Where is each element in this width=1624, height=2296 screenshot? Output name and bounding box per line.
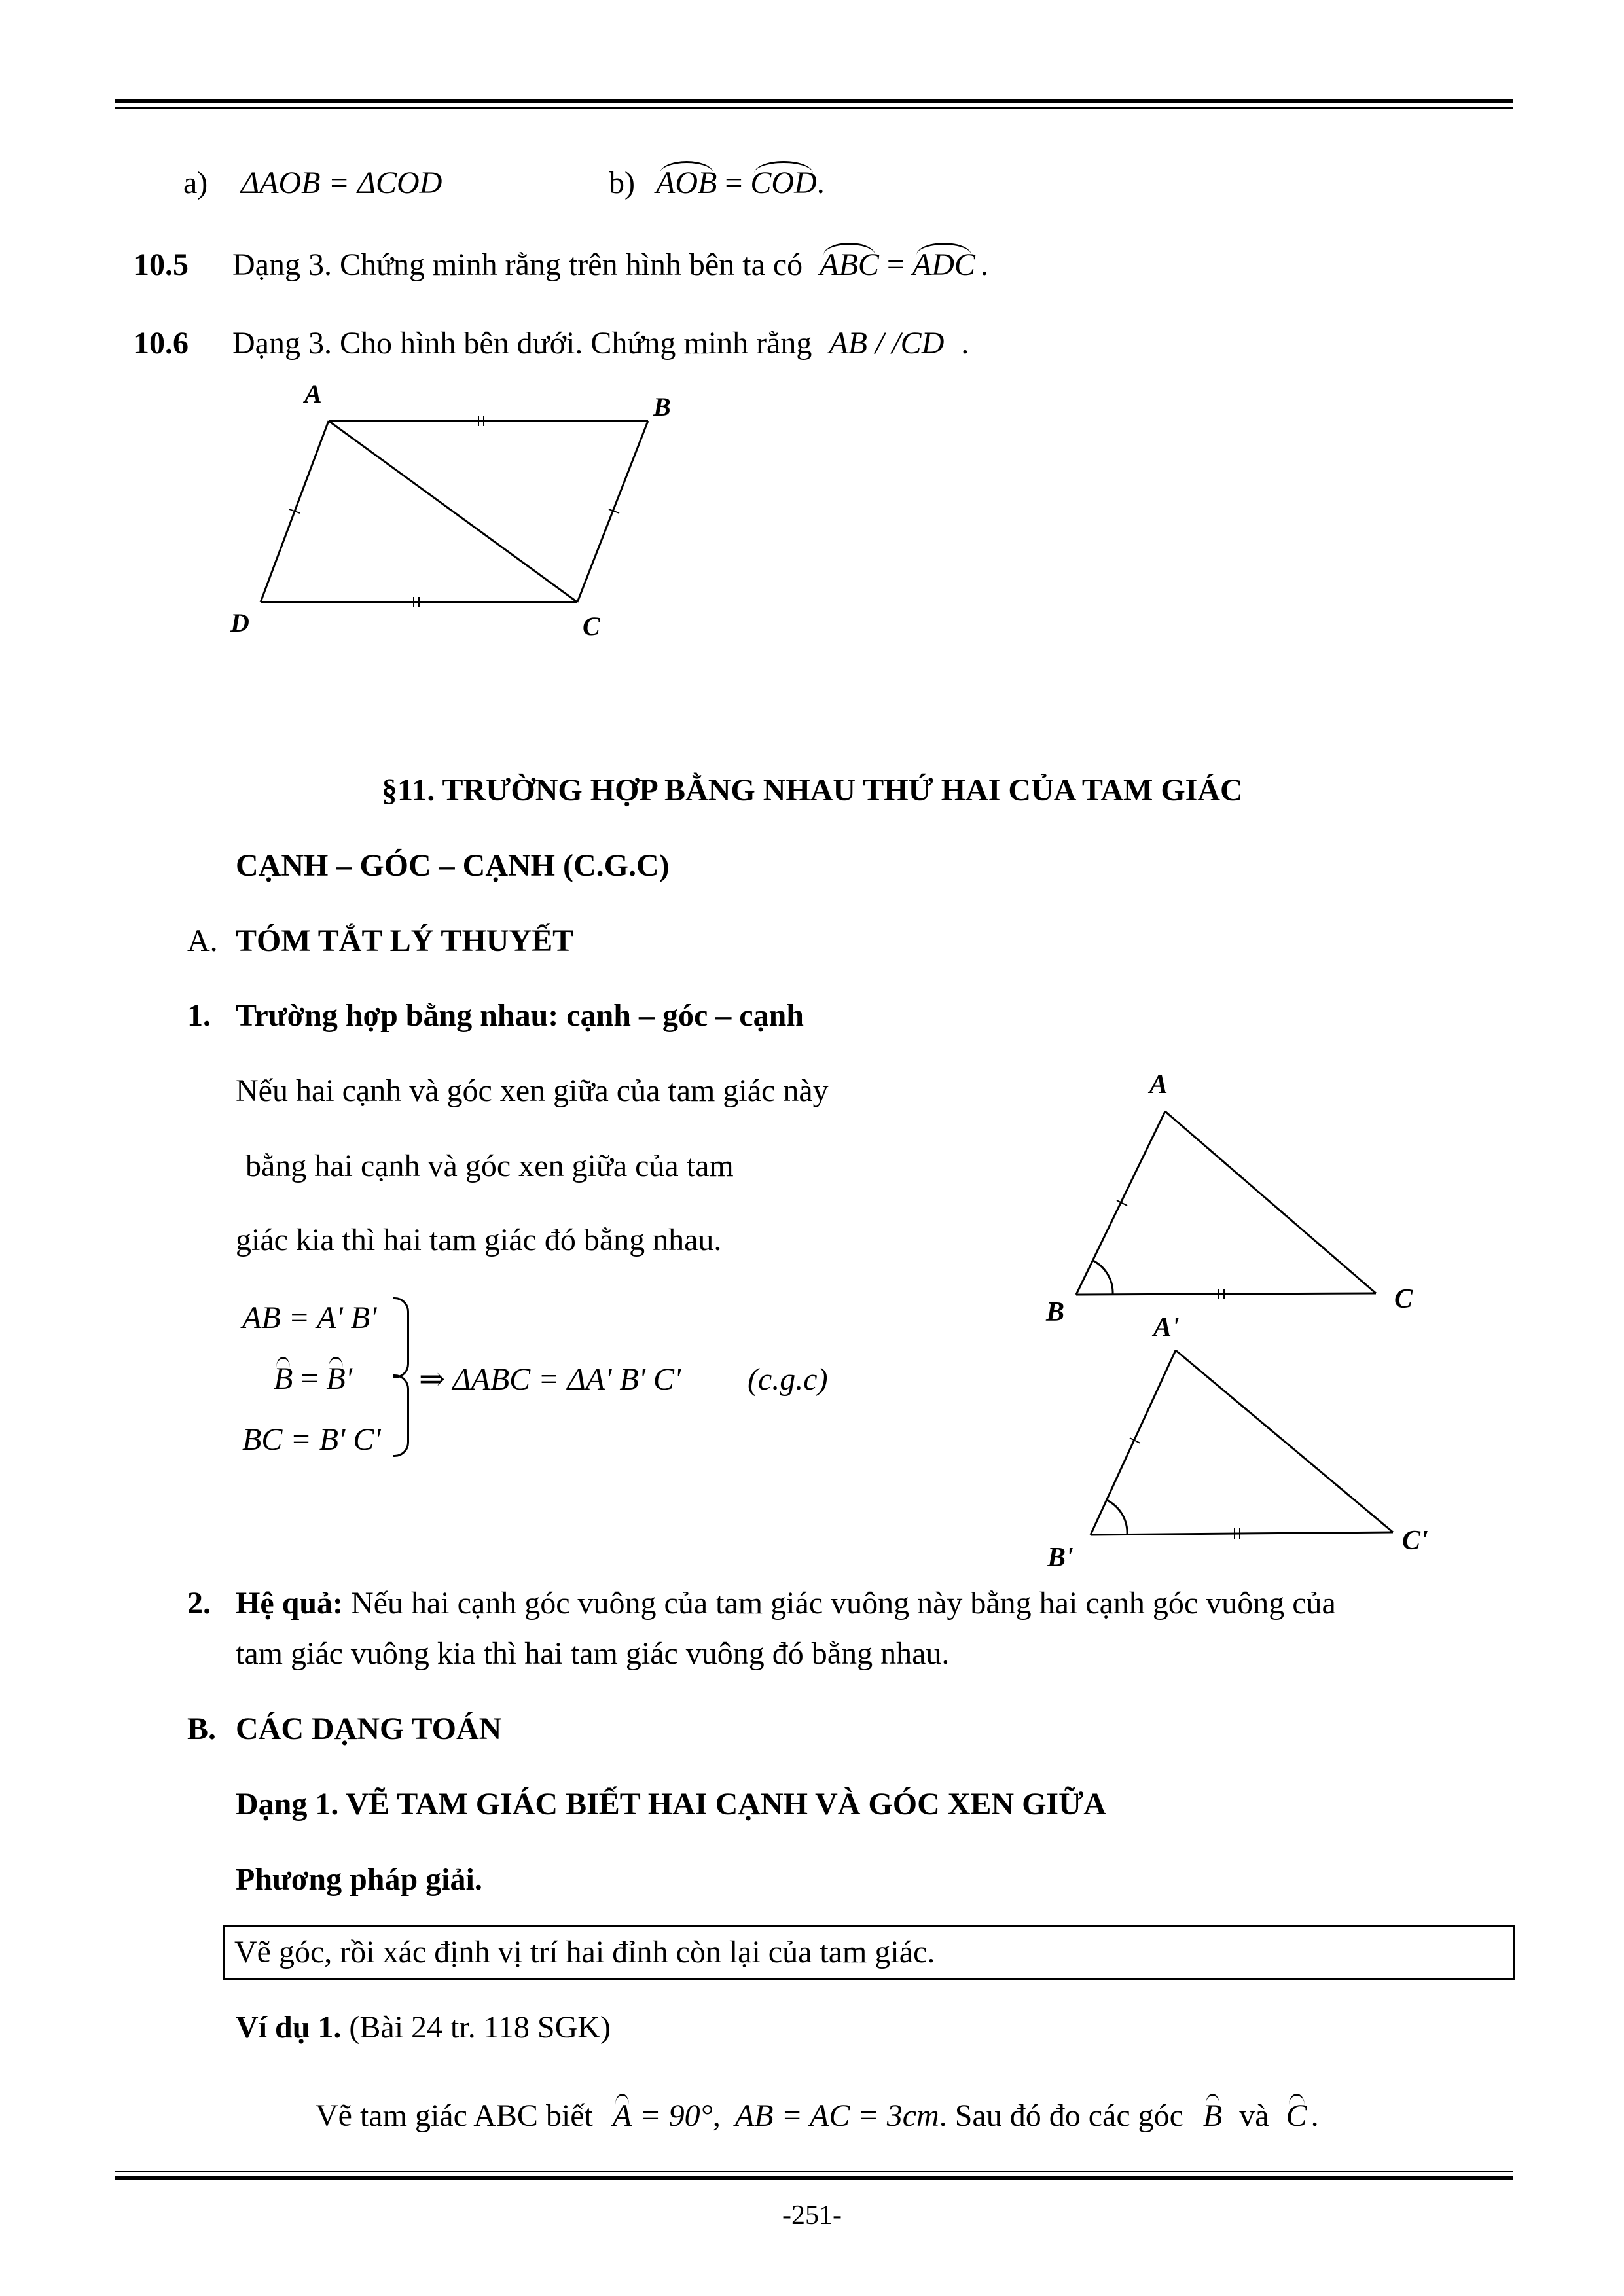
segment-a-b-prime [1091, 1350, 1176, 1535]
item-1-number: 1. [187, 998, 211, 1033]
label-c-prime: C' [1402, 1526, 1428, 1556]
item-a-expression: ΔAOB = ΔCOD [241, 166, 442, 200]
label-d: D [230, 608, 249, 637]
period: . [816, 166, 825, 200]
figure-triangle-abc [1021, 1047, 1440, 1322]
label-a: A [304, 379, 322, 408]
conclusion: ⇒ ΔABC = ΔA' B' C' [419, 1362, 681, 1397]
segment-ca [1165, 1111, 1376, 1293]
footer-rule-thin [115, 2171, 1513, 2172]
condition-angle-b [274, 1359, 352, 1399]
segment-bc [577, 421, 648, 602]
item-1-title: Trường hợp bằng nhau: cạnh – góc – cạnh [236, 998, 804, 1033]
equals-sign: = [878, 247, 912, 282]
item-a-label: a) [183, 166, 208, 200]
section-title-line1: §11. TRƯỜNG HỢP BẰNG NHAU THỨ HAI CỦA TAM GIÁC [382, 773, 1243, 808]
part-b-title: CÁC DẠNG TOÁN [236, 1712, 502, 1746]
example-1-label: Ví dụ 1. [236, 2010, 342, 2045]
angle-arc-b [1093, 1261, 1113, 1295]
angle-arc-b-prime [1107, 1500, 1127, 1535]
page-number: -251- [782, 2200, 842, 2231]
angle-b: B [274, 1359, 293, 1399]
item-2-bold-label: Hệ quả: [236, 1586, 344, 1621]
item-1-line2: bằng hai cạnh và góc xen giữa của tam [245, 1149, 734, 1183]
example-1-text: Vẽ tam giác ABC biết [316, 2098, 593, 2133]
figure-triangle-a-prime-b-prime-c-prime [1021, 1306, 1440, 1577]
example-1-header [236, 2008, 611, 2047]
angle-b-prime: B [326, 1359, 345, 1399]
label-b: B [1046, 1297, 1065, 1322]
item-b-label: b) [609, 166, 635, 200]
angle-adc: ADC [912, 245, 975, 285]
footer-rule-thick [115, 2176, 1513, 2180]
problem-10-5-statement: Dạng 3. Chứng minh rằng trên hình bên ta có [232, 247, 803, 282]
label-a: A [1149, 1069, 1168, 1100]
label-c: C [583, 611, 600, 641]
angle-abc: ABC [820, 245, 879, 285]
item-1-line1: Nếu hai cạnh và góc xen giữa của tam giác này [236, 1073, 829, 1108]
angle-b: B [1203, 2096, 1222, 2136]
example-1-reference: (Bài 24 tr. 118 SGK) [349, 2010, 611, 2045]
comma: , [712, 2098, 721, 2133]
angle-a: A [613, 2096, 632, 2136]
header-rule-thin [115, 107, 1513, 109]
problem-10-5-number: 10.5 [134, 247, 189, 282]
parallel-expression: AB / /CD [829, 326, 945, 361]
item-2-number: 2. [187, 1586, 211, 1621]
condition-bc: BC = B' C' [242, 1422, 381, 1457]
method-box-text: Vẽ góc, rồi xác định vị trí hai đỉnh còn lại của tam giác. [234, 1935, 935, 1969]
angle-c: C [1286, 2096, 1307, 2136]
period: . [980, 247, 988, 282]
segment-ac [329, 421, 577, 602]
header-rule-thick [115, 99, 1513, 103]
item-2-line2: tam giác vuông kia thì hai tam giác vuông đó bằng nhau. [236, 1636, 950, 1671]
part-a-title: TÓM TẮT LÝ THUYẾT [236, 924, 574, 958]
example-1-statement [316, 2096, 1319, 2136]
angle-cod: COD [750, 164, 816, 203]
label-a-prime: A' [1153, 1312, 1180, 1342]
prime-mark: ' [345, 1361, 352, 1396]
angle-a-value: = 90° [632, 2098, 713, 2133]
problem-10-5-text [232, 245, 988, 285]
figure-quadrilateral-abcd [216, 376, 713, 651]
condition-ab: AB = A' B' [242, 1300, 377, 1335]
right-brace-lower [393, 1374, 409, 1457]
section-title-line2: CẠNH – GÓC – CẠNH (C.G.C) [236, 848, 670, 883]
side-lengths: AB = AC = 3cm [734, 2098, 939, 2133]
part-b-label: B. [187, 1712, 217, 1746]
segment-bc [1076, 1293, 1376, 1295]
period: . [961, 326, 969, 361]
conclusion-case: (c.g.c) [748, 1362, 828, 1397]
right-brace-upper [393, 1297, 409, 1378]
example-1-text-continued: . Sau đó đo các góc [939, 2098, 1183, 2133]
period: . [1310, 2098, 1319, 2133]
label-b-prime: B' [1047, 1543, 1074, 1573]
equals-sign: = [717, 166, 751, 200]
problem-10-6-text [232, 324, 969, 363]
method-title: Phương pháp giải. [236, 1862, 482, 1897]
problem-10-6-statement: Dạng 3. Cho hình bên dưới. Chứng minh rằng [232, 326, 812, 361]
label-c: C [1394, 1284, 1413, 1314]
label-b: B [653, 392, 671, 422]
angle-aob: AOB [656, 164, 717, 203]
equals-sign: = [293, 1361, 327, 1396]
item-1-line3: giác kia thì hai tam giác đó bằng nhau. [236, 1223, 722, 1257]
segment-b-c-prime [1091, 1532, 1393, 1535]
word-and: và [1239, 2098, 1269, 2133]
item-b-expression [656, 164, 825, 203]
part-a-label: A. [187, 924, 218, 958]
item-2-line1 [236, 1584, 1336, 1623]
item-2-text: Nếu hai cạnh góc vuông của tam giác vuông này bằng hai cạnh góc vuông của [351, 1586, 1336, 1621]
segment-c-a-prime [1176, 1350, 1393, 1532]
problem-10-6-number: 10.6 [134, 326, 189, 361]
type-1-title: Dạng 1. VẼ TAM GIÁC BIẾT HAI CẠNH VÀ GÓC XEN GIỮA [236, 1787, 1106, 1821]
